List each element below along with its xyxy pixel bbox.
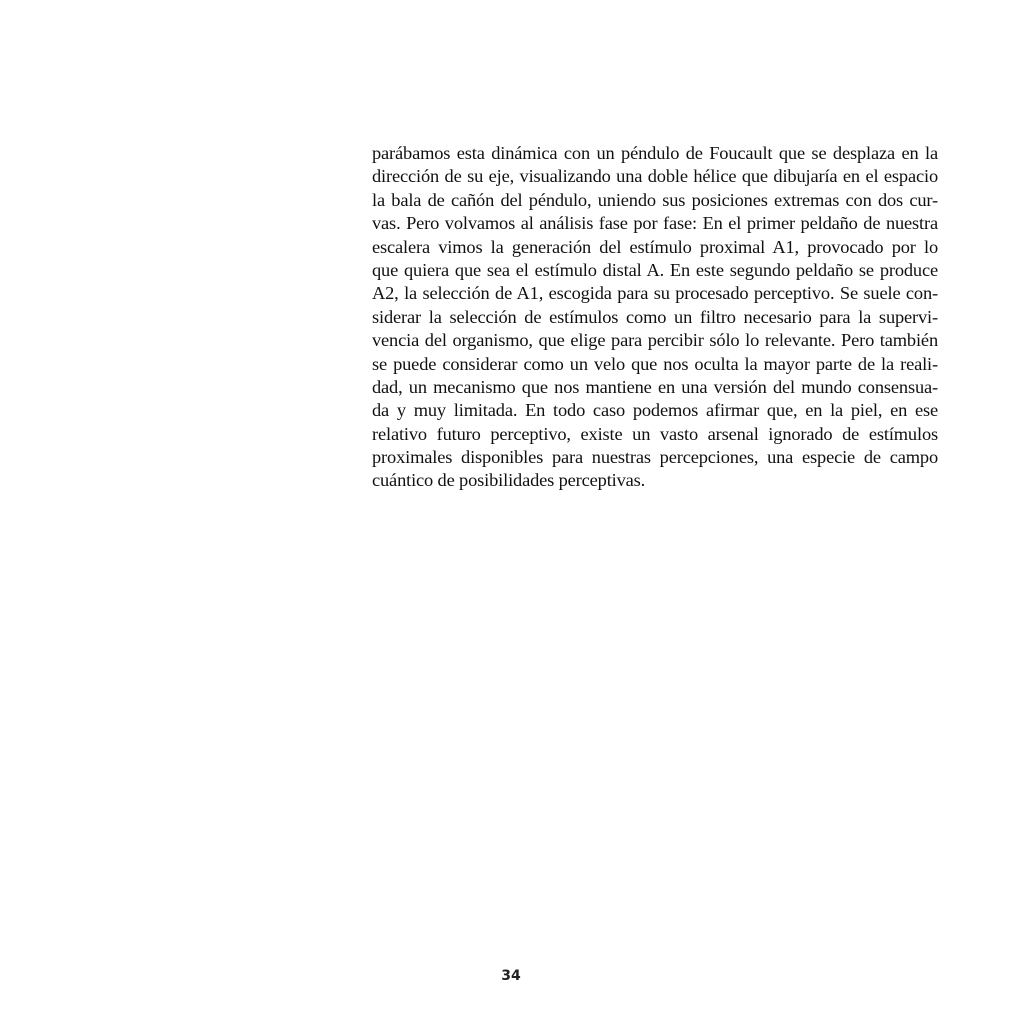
text-line: la bala de cañón del péndulo, uniendo sus posiciones extremas con dos cur-: [372, 189, 938, 210]
text-line: dad, un mecanismo que nos mantiene en una versión del mundo consensua-: [372, 376, 938, 397]
text-line: escalera vimos la generación del estímulo proximal A1, provocado por lo: [372, 236, 938, 257]
body-paragraph: [372, 142, 938, 493]
text-line: A2, la selección de A1, escogida para su procesado perceptivo. Se suele con-: [372, 283, 938, 304]
text-line: da y muy limitada. En todo caso podemos afirmar que, en la piel, en ese: [372, 400, 938, 421]
text-line: se puede considerar como un velo que nos oculta la mayor parte de la reali-: [372, 353, 938, 374]
text-line: dirección de su eje, visualizando una doble hélice que dibujaría en el espacio: [372, 166, 938, 187]
text-line: relativo futuro perceptivo, existe un vasto arsenal ignorado de estímulos: [372, 423, 938, 444]
text-line-last: cuántico de posibilidades perceptivas.: [372, 470, 646, 491]
text-line: vencia del organismo, que elige para percibir sólo lo relevante. Pero también: [372, 330, 938, 351]
text-line: proximales disponibles para nuestras percepciones, una especie de campo: [372, 447, 938, 468]
text-line: siderar la selección de estímulos como un filtro necesario para la supervi-: [372, 306, 938, 327]
text-line: que quiera que sea el estímulo distal A. En este segundo peldaño se produce: [372, 259, 938, 280]
text-line: vas. Pero volvamos al análisis fase por fase: En el primer peldaño de nuestra: [372, 213, 938, 234]
page-number: 34: [501, 968, 521, 984]
text-line: parábamos esta dinámica con un péndulo de Foucault que se desplaza en la: [372, 143, 938, 163]
